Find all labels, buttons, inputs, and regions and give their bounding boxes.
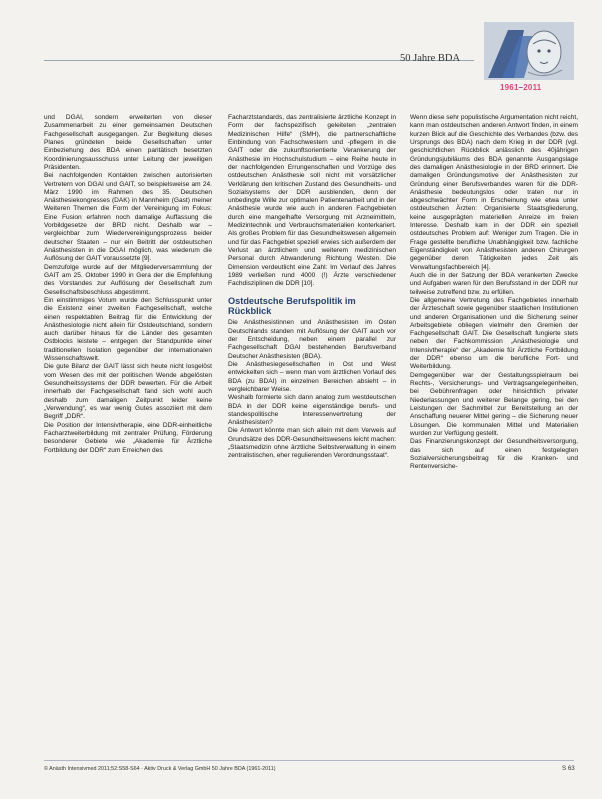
paragraph: Weshalb formierte sich dann analog zum westdeutschen BDA in der DDR keine eigenständige berufs- und standespolitische Interessenvertretung der Anästhesisten? xyxy=(228,394,396,427)
text-column-2 xyxy=(228,114,396,461)
logo-year-start: 1961 xyxy=(500,83,519,92)
paragraph: Wenn diese sehr populistische Argumentation nicht reicht, kann man ostdeutschen anderen Antwort finden, in einem kurzen Blick auf die Geschichte des Verbandes (bzw. des Ursprungs des BDA) nach dem Krieg in der DDR (vgl. geschichtlichen Rückblick anlässlich des 40jährigen Gründungsjubiläums des BDA genannte Ausgangslage des damaligen Anästhesiologie in der BRD erinnert. Die damaligen Gründungsmotive der Anästhesisten zur Gründung einer Berufsverbandes waren für die DDR-Anästhesie bedeutungslos oder traten nur in abgeschwächter Form in Erscheinung wie etwa unter ostdeutschen Ärzten: Organisierte Staatsgliederung, keine ausgeprägten materiellen Anreize im freien Interesse. Deshalb kam in der DDR ein speziell ostdeutsches Problem auf: Weniger zum Tragen. Die in Frage gestellte berufliche Unabhängigkeit bzw. fachliche Eigenständigkeit von Anästhesisten anderen Chirurgen gegenüber deren Tätigkeiten jedes Zeit als Verwaltungsfachbereich [4]. xyxy=(410,114,579,271)
text-column-3 xyxy=(410,114,578,471)
paragraph: Die gute Bilanz der GAIT lässt sich heute nicht losgelöst vom Wesen des mit der politischen Wende abgelösten Gesundheitssystems der DDR bewerten. Für die Arbeit innerhalb der Fachgesellschaft fand sich wohl auch deshalb zum damaligen Zeitpunkt leider keine „Verwendung“, es war wenig Gutes assoziiert mit dem Begriff „DDR“. xyxy=(44,363,212,421)
footer-rule xyxy=(44,760,574,761)
paragraph: Demzufolge wurde auf der Mitgliederversammlung der GAIT am 25. Oktober 1990 in Gera der die Empfehlung des Vorstandes zur Auflösung der Gesellschaft zum Gesellschaftsbeschluss abgestimmt. xyxy=(44,263,212,296)
logo-years xyxy=(500,83,541,92)
paragraph: Das Finanzierungskonzept der Gesundheitsversorgung, das sich auf einen festgelegten Sozialversicherungsbeitrag für die Kranken- und Rentenversiche- xyxy=(410,438,578,471)
paragraph: Die Position der Intensivtherapie, eine DDR-einheitliche Facharztweiterbildung mit zentraler Prüfung, Förderung besonderer Gebiete wie „Akademie für Ärztliche Fortbildung der DDR“ zum Erreichen des xyxy=(44,421,212,454)
footer-citation: © Anästh Intensivmed 2011;52:S58-S64 · Aktiv Druck & Verlag GmbH 50 Jahre BDA (1961-2011) xyxy=(44,766,276,772)
text-column-1 xyxy=(44,114,212,455)
paragraph: Die Anästhesistinnen und Anästhesisten im Osten Deutschlands standen mit Auflösung der GAIT auch vor der Entscheidung, neben einem parallel zur Fachgesellschaft DGAI bestehenden Berufsverband Deutscher Anästhesisten (BDA). xyxy=(228,319,396,360)
paragraph: Die allgemeine Vertretung des Fachgebietes innerhalb der Ärzteschaft sowie gegenüber staatlichen Institutionen und anderen Organisationen und die Sicherung seiner Arbeitsgebiete obliegen vielmehr den Gremien der Fachgesellschaft GAIT. Die Gesellschaft fungierte stets neben der Fachkommission „Anästhesiologie und Intensivtherapie“ der „Akademie für Ärztliche Fortbildung der DDR“ ebenso um die berufliche Fort- und Weiterbildung. xyxy=(410,296,578,371)
paragraph: Demgegenüber war der Gestaltungsspielraum bei Rechts-, Versicherungs- und Vertragsangelegenheiten, bei Gebührenfragen oder hinsichtlich privater Niederlassungen und weiterer Belange gering, bei den Leistungen der Sachmittel zur Bereitstellung an der Anschaffung neuerer Mittel gering – die Sicherung neuer Lösungen. Die kommunalen Mittel und Materialien wurden zur Verfügung gestellt. xyxy=(410,371,578,437)
paragraph: Ein einstimmiges Votum wurde den Schlusspunkt unter die Existenz einer zweiten Fachgesellschaft, welche einen respektablen Beitrag für die Entwicklung der Anästhesiologie nicht allein für Ostdeutschland, sondern auch darüber hinaus für die Länder des gesamten Ostblocks leistete – entgegen der Standpunkte einer traditionellen Isolation gegenüber der internationalen Wissenschaftswelt. xyxy=(44,296,212,363)
section-heading: Ostdeutsche Berufspolitik im Rückblick xyxy=(228,295,356,316)
paragraph: und DGAI, sondern erweiterten von dieser Zusammenarbeit zu einer gemeinsamen Deutschen Fachgesellschaft ausgegangen. Zur Begleitung dieses Planes gründeten beide Gesellschaften unter Einbeziehung des BDA einen paritätisch besetzten Koordinierungsausschuss unter Leitung der jeweiligen Präsidenten. xyxy=(44,114,212,171)
logo-year-separator: – xyxy=(518,83,524,92)
paragraph: Die Anästhesiegesellschaften in Ost und West entwickelten sich – wenn man vom ärztlichen Vorlauf des BDA (zu BDAI) in einzelnen Bereichen absieht – in vergleichbarer Weise. xyxy=(228,360,396,393)
paragraph: Bei nachfolgenden Kontakten zwischen autorisierten Vertretern von DGAI und GAIT, so beispielsweise am 24. März 1990 im Rahmen des 35. Deutschen Anästhesiekongresses (DAK) in Mannheim (Gast) meiner Weiteren Themen die Form der Vereinigung im Fokus: Eine Fusion erfahren noch damalige Auffassung die Vorbildgesetze der BRD nicht. Deshalb war – vergleichbar zum Wiedervereinigungsprozess beider deutscher Staaten – nur ein Beitritt der ostdeutschen Anästhesisten in die DGAI möglich, was wiederum die Auflösung der GAIT voraussetzte [9]. xyxy=(44,172,212,263)
paragraph: Die Antwort könnte man sich allein mit dem Verweis auf Grundsätze des DDR-Gesundheitswesens leicht machen: „Staatsmedizin ohne ärztliche Selbstverwaltung in einem zentralistischen, eher regulierenden Verordnungsstaat“. xyxy=(228,427,396,460)
paragraph: Facharztstandards, das zentralisierte ärztliche Konzept in Form der fachspezifisch geleiteten „zentralen Medizinischen Hilfe“ (SMH), die partnerschaftliche Einbindung von Fachschwestern und -pflegern in die GAIT oder die zukunftsorientierte Verankerung der Anästhesie im Hochschulstudium – eine Reihe heute in der nachfolgenden Errungenschaften und Vorzüge des ostdeutschen Anästhesie soll nicht mit vorsätzlicher Verklärung den kritischen Zustand des Gesundheits- und Sozialsystems der DDR ausblenden, denn der unbedingte Wille zur optimalen Patientenarbeit und in der Anästhesie wurde wie auch in anderen Fachgebieten durch eine mangelhafte Versorgung mit Arzneimitteln, Medizintechnik und Verbrauchsmaterialien konterkariert. Als großes Problem für das Gesundheitswesen allgemein und für das Fachgebiet speziell erwies sich außerdem der Verlust an ärztlichem und weiterem medizinischen Personal durch Abwanderung Richtung Westen. Die Dimension verdeutlicht eine Zahl: Im Verlauf des Jahres 1989 verließen rund 4000 (!) Ärzte verschiedener Fachdisziplinen die DDR [10]. xyxy=(228,114,396,288)
running-header-title: 50 Jahre BDA xyxy=(400,53,461,64)
page-number: S 63 xyxy=(562,765,575,772)
paragraph: Auch die in der Satzung der BDA verankerten Zwecke und Aufgaben waren für den Berufsstand in der DDR nur teilweise zutreffend bzw. zu erfüllen. xyxy=(410,271,578,296)
logo-year-end: 2011 xyxy=(523,83,542,92)
